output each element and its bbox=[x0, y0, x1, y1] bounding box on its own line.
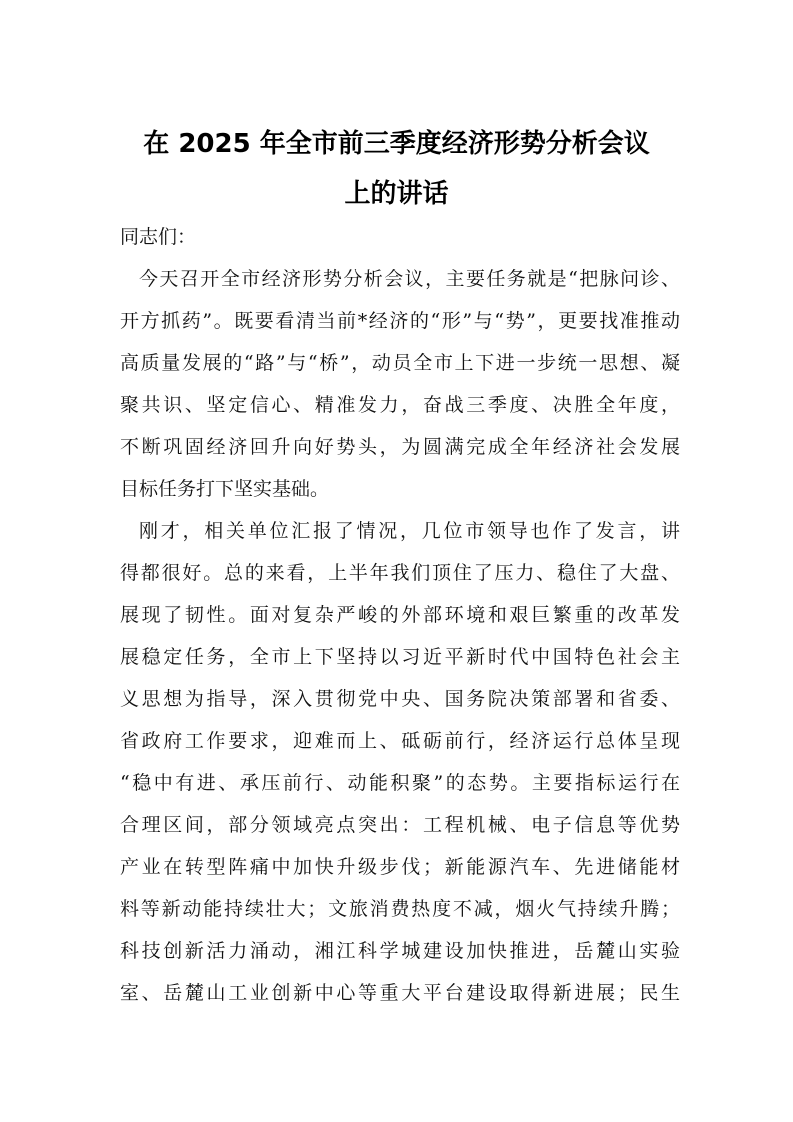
paragraph1-line: 高质量发展的“路”与“桥”，动员全市上下进一步统一思想、凝 bbox=[120, 352, 680, 374]
document-title-line2: 上的讲话 bbox=[344, 179, 449, 209]
paragraph2-line: 料等新动能持续壮大；文旅消费热度不减，烟火气持续升腾； bbox=[120, 898, 680, 920]
paragraph2-line: 展现了韧性。面对复杂严峻的外部环境和艰巨繁重的改革发 bbox=[120, 604, 680, 626]
document-title-line1: 在 2025 年全市前三季度经济形势分析会议 bbox=[143, 129, 650, 159]
paragraph2-line: 省政府工作要求，迎难而上、砥砺前行，经济运行总体呈现 bbox=[120, 730, 680, 752]
paragraph2-line: 展稳定任务，全市上下坚持以习近平新时代中国特色社会主 bbox=[120, 646, 680, 668]
paragraph2-line: 刚才，相关单位汇报了情况，几位市领导也作了发言，讲 bbox=[139, 520, 680, 542]
paragraph1-line: 今天召开全市经济形势分析会议，主要任务就是“把脉问诊、 bbox=[139, 268, 680, 290]
paragraph1-line: 不断巩固经济回升向好势头，为圆满完成全年经济社会发展 bbox=[120, 436, 680, 458]
paragraph2-line: 合理区间，部分领域亮点突出：工程机械、电子信息等优势 bbox=[120, 814, 680, 836]
paragraph2-line: 义思想为指导，深入贯彻党中央、国务院决策部署和省委、 bbox=[120, 688, 680, 710]
paragraph2-line: 产业在转型阵痛中加快升级步伐；新能源汽车、先进储能材 bbox=[120, 856, 680, 878]
paragraph1-line: 聚共识、坚定信心、精准发力，奋战三季度、决胜全年度， bbox=[120, 394, 680, 416]
paragraph2-line: 科技创新活力涌动，湘江科学城建设加快推进，岳麓山实验 bbox=[120, 940, 680, 962]
paragraph1-line: 目标任务打下坚实基础。 bbox=[120, 478, 330, 500]
paragraph2-line: “稳中有进、承压前行、动能积聚”的态势。主要指标运行在 bbox=[120, 772, 680, 794]
paragraph2-line: 室、岳麓山工业创新中心等重大平台建设取得新进展；民生 bbox=[120, 982, 680, 1004]
paragraph1-line: 开方抓药”。既要看清当前*经济的“形”与“势”，更要找准推动 bbox=[120, 310, 680, 332]
salutation: 同志们： bbox=[120, 226, 197, 248]
paragraph2-line: 得都很好。总的来看，上半年我们顶住了压力、稳住了大盘、 bbox=[120, 562, 680, 584]
